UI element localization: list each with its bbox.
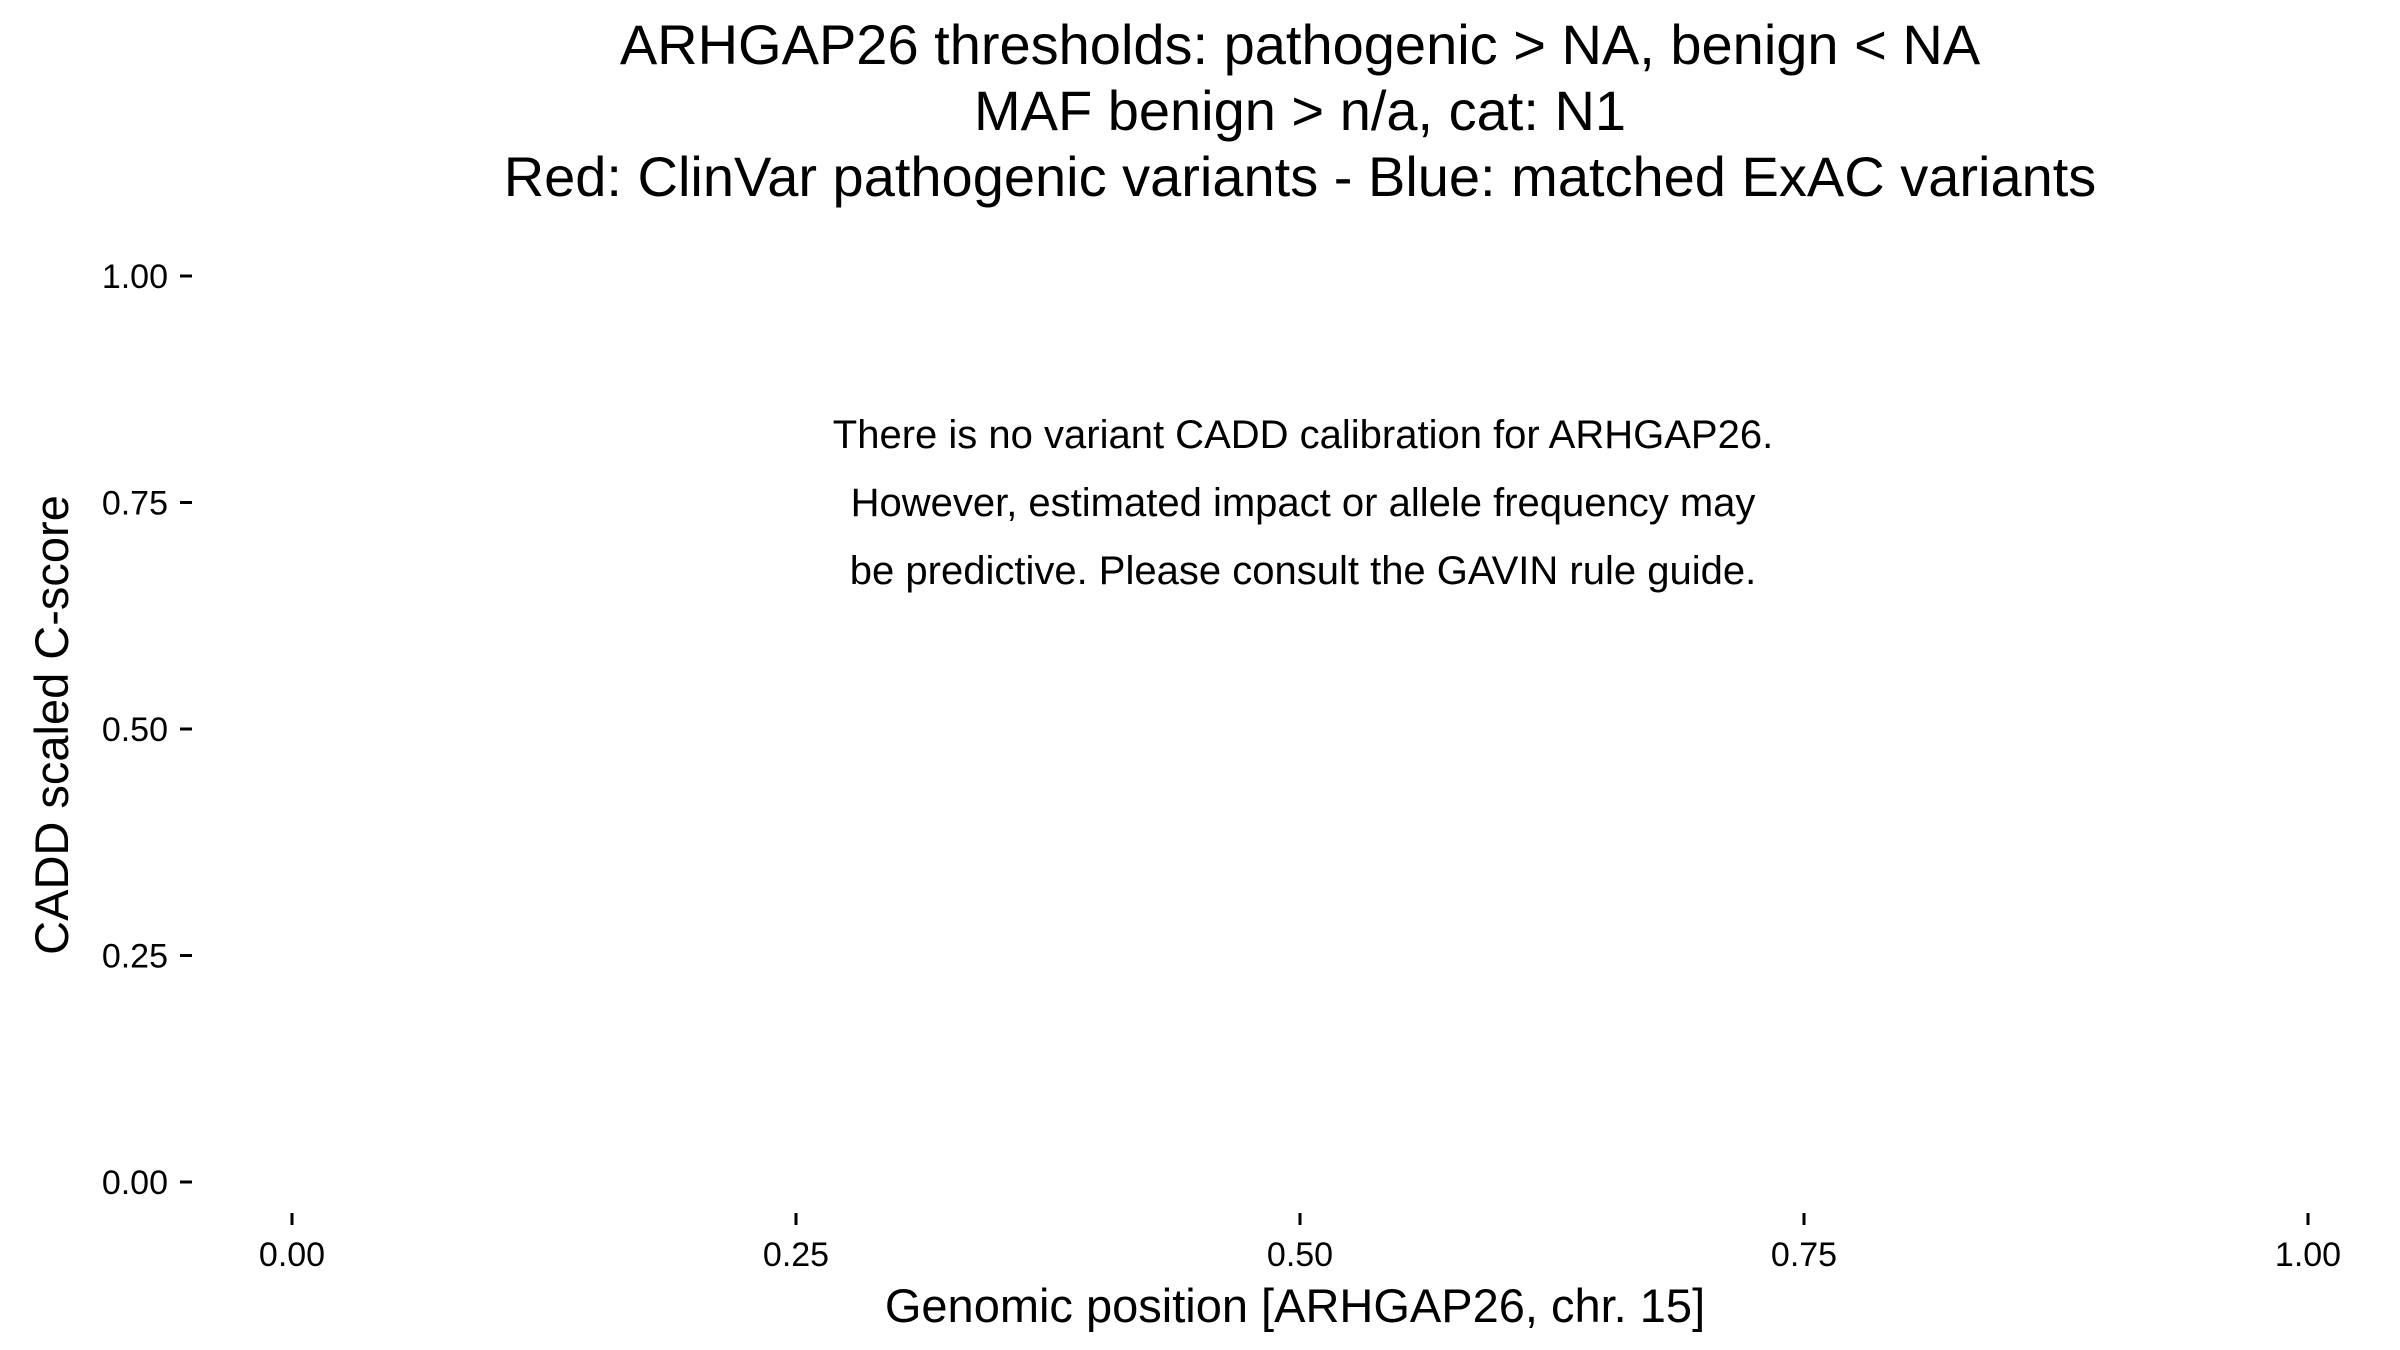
y-tick-label: 0.50 xyxy=(101,711,168,749)
x-tick-label: 0.00 xyxy=(258,1236,326,1274)
annotation-line: be predictive. Please consult the GAVIN rule guide. xyxy=(849,549,1757,593)
y-tick-label: 0.75 xyxy=(101,484,168,523)
y-tick-label: 0.25 xyxy=(101,937,168,976)
y-tick-label: 0.00 xyxy=(101,1164,168,1202)
y-axis xyxy=(102,258,192,1202)
x-tick-label: 0.75 xyxy=(1770,1236,1838,1274)
chart-title-line: ARHGAP26 thresholds: pathogenic > NA, benign < NA xyxy=(619,13,1981,76)
annotation-line: There is no variant CADD calibration for ARHGAP26. xyxy=(832,413,1774,457)
x-axis xyxy=(259,1213,2341,1274)
annotation-line: However, estimated impact or allele frequency may xyxy=(850,481,1756,525)
x-axis-title: Genomic position [ARHGAP26, chr. 15] xyxy=(884,1279,1706,1332)
x-tick-label: 0.25 xyxy=(762,1236,830,1274)
annotation xyxy=(833,413,1773,593)
y-axis-title: CADD scaled C-score xyxy=(25,495,78,955)
x-tick-label: 0.50 xyxy=(1266,1236,1334,1274)
y-tick-label: 1.00 xyxy=(101,258,168,296)
chart-title-line: MAF benign > n/a, cat: N1 xyxy=(973,79,1627,142)
chart-title-line: Red: ClinVar pathogenic variants - Blue: matched ExAC variants xyxy=(503,145,2097,208)
x-tick-label: 1.00 xyxy=(2274,1236,2342,1274)
chart-title xyxy=(504,13,2097,208)
